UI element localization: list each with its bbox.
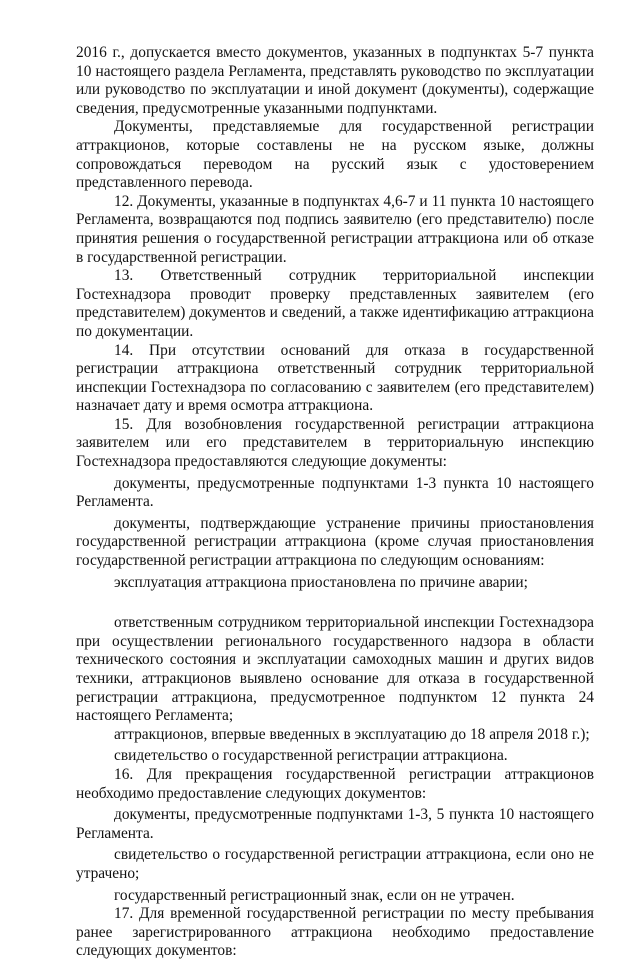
paragraph-15-item-confirmation: документы, подтверждающие устранение причины приостановления государственной регистрации аттракциона (кроме случая приостановления государственной регистрации аттракциона по следующим основаниям: [76,514,594,570]
paragraph-15-item-accident: эксплуатация аттракциона приостановлена по причине аварии; [114,573,528,591]
paragraph-15-item-documents: документы, предусмотренные подпунктами 1-3 пункта 10 настоящего Регламента. [76,474,594,511]
paragraph-14: 14. При отсутствии оснований для отказа в государственной регистрации аттракциона ответственный сотрудник территориальной инспекции Гостехнадзора по согласованию с заявителем (его представителем) назначает дату и время осмотра аттракциона. [76,341,594,415]
paragraph-16: 16. Для прекращения государственной регистрации аттракционов необходимо предоставление следующих документов: [76,765,594,802]
paragraph-16-item-documents: документы, предусмотренные подпунктами 1-3, 5 пункта 10 настоящего Регламента. [76,806,594,842]
paragraph-16-item-plate: государственный регистрационный знак, если он не утрачен. [114,886,515,904]
paragraph-translation-requirement: Документы, представляемые для государственной регистрации аттракционов, которые составлены не на русском языке, должны сопровождаться переводом на русский язык с удостоверением представленного перевода. [76,118,594,192]
paragraph-17: 17. Для временной государственной регистрации по месту пребывания ранее зарегистрированного аттракциона необходимо предоставление следующих документов: [76,905,594,960]
paragraph-13: 13. Ответственный сотрудник территориальной инспекции Гостехнадзора проводит проверку представленных заявителем (его представителем) документов и сведений, а также идентификацию аттракциона по документации. [76,267,594,340]
paragraph-15-item-before-2018: аттракционов, впервые введенных в эксплуатацию до 18 апреля 2018 г.); [114,725,590,743]
paragraph-12: 12. Документы, указанные в подпунктах 4,6-7 и 11 пункта 10 настоящего Регламента, возвращаются под подпись заявителю (его представителю) после принятия решения о государственной регистрации аттракциона или об отказе в государственной регистрации. [76,192,594,266]
paragraph-15-item-certificate: свидетельство о государственной регистрации аттракциона. [114,747,508,765]
paragraph-15: 15. Для возобновления государственной регистрации аттракциона заявителем или его представителем в территориальную инспекцию Гостехнадзора предоставляются следующие документы: [76,415,594,471]
document-page [76,44,594,961]
paragraph-continuation: 2016 г., допускается вместо документов, указанных в подпунктах 5-7 пункта 10 настоящего раздела Регламента, представлять руководство по эксплуатации или руководство по эксплуатации и иной документ (документы), содержащие сведения, предусмотренные указанными подпунктами. [76,44,594,117]
paragraph-16-item-certificate: свидетельство о государственной регистрации аттракциона, если оно не утрачено; [76,846,594,882]
paragraph-15-item-refusal-ground: ответственным сотрудником территориальной инспекции Гостехнадзора при осуществлении регионального государственного надзора в области технического состояния и эксплуатации самоходных машин и других видов техники, аттракционов выявлено основание для отказа в государственной регистрации аттракциона, предусмотренное подпунктом 12 пункта 24 настоящего Регламента; [76,614,594,725]
